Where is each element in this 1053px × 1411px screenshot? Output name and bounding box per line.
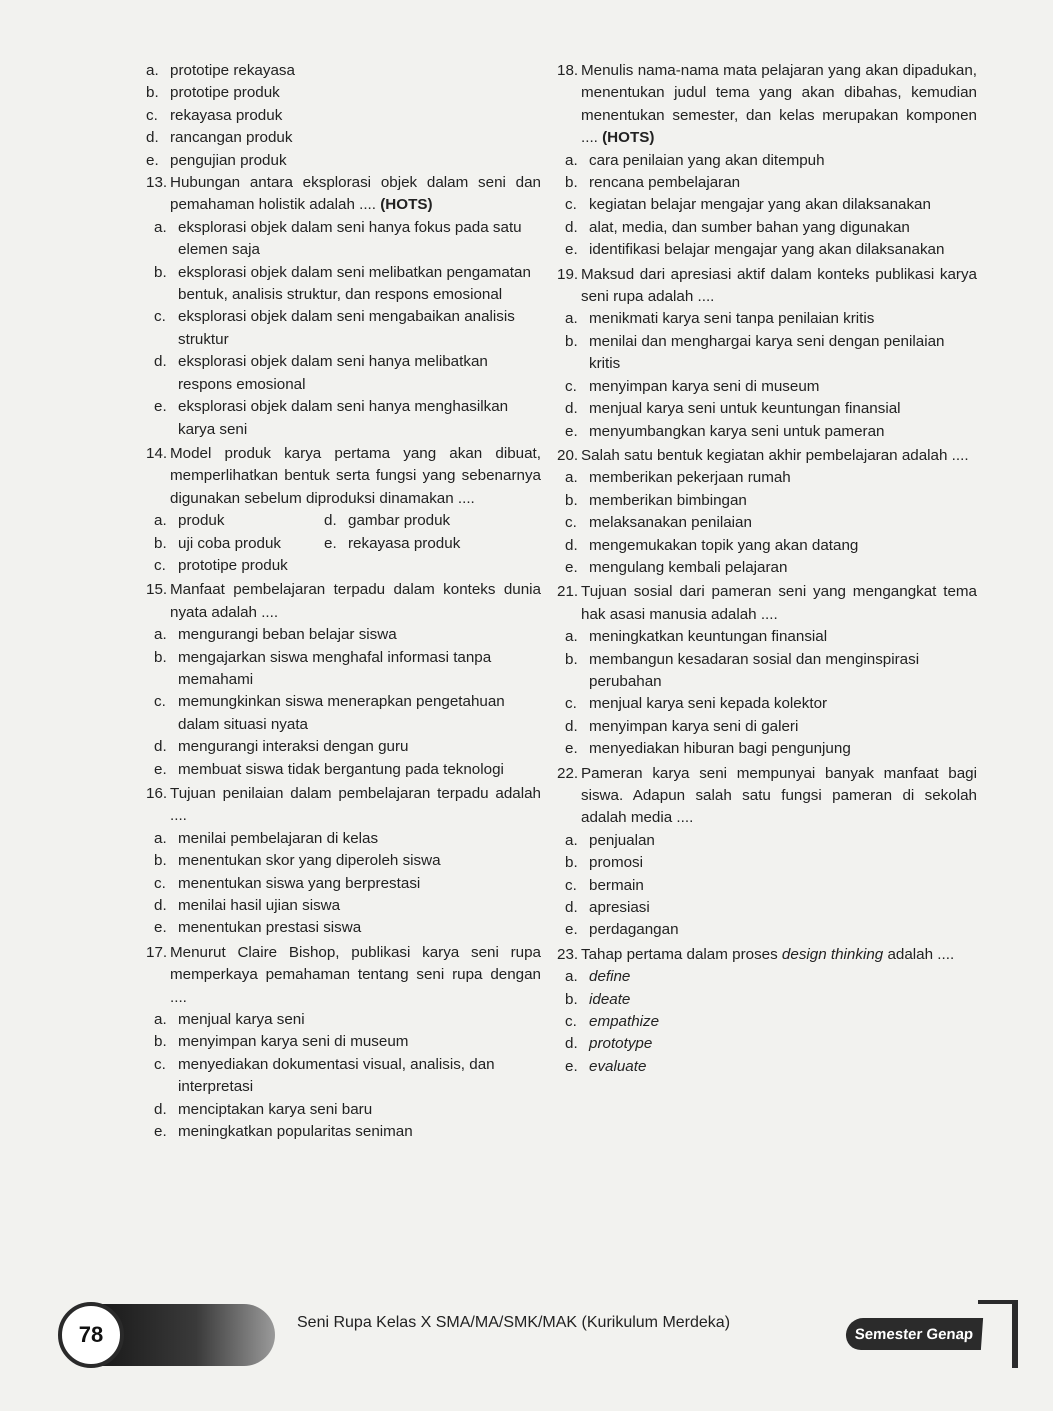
option-grid: [146, 510, 541, 577]
option: e. rekayasa produk: [324, 534, 461, 552]
option: c. menyediakan dokumentasi visual, analisis, dan interpretasi: [154, 1055, 495, 1096]
option: a. eksplorasi objek dalam seni hanya fokus pada satu elemen saja: [154, 218, 522, 259]
option: a. menjual karya seni: [154, 1011, 305, 1029]
question-16: [146, 783, 541, 940]
option: e. menentukan prestasi siswa: [154, 919, 362, 937]
option: d. mengemukakan topik yang akan datang: [565, 536, 859, 554]
question-21: [557, 581, 977, 760]
option: d. menilai hasil ujian siswa: [154, 897, 341, 915]
question-19: [557, 264, 977, 443]
option: e. evaluate: [565, 1057, 647, 1075]
option: d. mengurangi interaksi dengan guru: [154, 738, 409, 756]
question-14: [146, 443, 541, 577]
option: b. prototipe produk: [146, 84, 280, 102]
semester-bracket-decoration: [978, 1300, 1018, 1368]
question-stem: 16. Tujuan penilaian dalam pembelajaran terpadu adalah ....: [146, 785, 541, 825]
option: a. memberikan pekerjaan rumah: [565, 469, 791, 487]
option: c. eksplorasi objek dalam seni mengabaikan analisis struktur: [154, 308, 515, 348]
option: d. menciptakan karya seni baru: [154, 1100, 373, 1118]
option: b. ideate: [565, 990, 631, 1008]
option: d. prototype: [565, 1035, 653, 1053]
hots-tag: (HOTS): [380, 196, 433, 214]
hots-tag: (HOTS): [602, 129, 655, 147]
option: c. menjual karya seni kepada kolektor: [565, 695, 828, 713]
option: b. promosi: [565, 854, 644, 872]
question-22: [557, 763, 977, 942]
q12-options: [146, 60, 541, 172]
option: d. apresiasi: [565, 899, 650, 917]
option: c. kegiatan belajar mengajar yang akan dilaksanakan: [565, 196, 931, 214]
question-23: [557, 944, 977, 1078]
option: e. identifikasi belajar mengajar yang akan dilaksanakan: [565, 241, 945, 259]
option: b. rencana pembelajaran: [565, 174, 741, 192]
option: e. perdagangan: [565, 921, 679, 939]
page-number-swoosh: [100, 1304, 275, 1366]
question-stem: 14. Model produk karya pertama yang akan dibuat, memperlihatkan bentuk serta fungsi yang sebenarnya digunakan sebelum diproduksi dinamakan ....: [146, 444, 541, 507]
option: b. mengajarkan siswa menghafal informasi tanpa memahami: [154, 648, 492, 688]
option: e. meningkatkan popularitas seniman: [154, 1123, 413, 1141]
option: d. menjual karya seni untuk keuntungan finansial: [565, 400, 901, 418]
question-15: [146, 579, 541, 781]
option: c. bermain: [565, 876, 644, 894]
option: c. rekayasa produk: [146, 106, 283, 124]
question-20: [557, 445, 977, 579]
question-stem: 20. Salah satu bentuk kegiatan akhir pembelajaran adalah ....: [557, 446, 969, 464]
page-footer: [0, 1288, 1053, 1378]
question-stem: 23. Tahap pertama dalam proses design thinking adalah ....: [557, 945, 955, 963]
option: e. menyumbangkan karya seni untuk pameran: [565, 422, 885, 440]
option: b. uji coba produk: [154, 534, 282, 552]
book-title: Seni Rupa Kelas X SMA/MA/SMK/MAK (Kurikulum Merdeka): [297, 1314, 731, 1331]
option: b. memberikan bimbingan: [565, 491, 747, 509]
option: a. penjualan: [565, 831, 655, 849]
option: d. alat, media, dan sumber bahan yang digunakan: [565, 218, 910, 236]
left-column: [146, 60, 541, 1144]
option: c. melaksanakan penilaian: [565, 514, 752, 532]
option: e. membuat siswa tidak bergantung pada teknologi: [154, 760, 504, 778]
option: a. meningkatkan keuntungan finansial: [565, 628, 828, 646]
question-stem: 21. Tujuan sosial dari pameran seni yang mengangkat tema hak asasi manusia adalah ....: [557, 583, 977, 623]
option: d. rancangan produk: [146, 129, 293, 147]
option: a. produk: [154, 512, 225, 530]
question-stem: 22. Pameran karya seni mempunyai banyak manfaat bagi siswa. Adapun salah satu fungsi pameran di sekolah adalah media ....: [557, 764, 977, 827]
semester-badge: Semester Genap: [845, 1318, 983, 1350]
question-stem: 15. Manfaat pembelajaran terpadu dalam konteks dunia nyata adalah ....: [146, 581, 541, 621]
option: d. eksplorasi objek dalam seni hanya melibatkan respons emosional: [154, 353, 488, 393]
option: d. gambar produk: [324, 512, 451, 530]
option: c. prototipe produk: [154, 556, 288, 574]
option: e. mengulang kembali pelajaran: [565, 558, 788, 576]
option: e. pengujian produk: [146, 151, 287, 169]
right-column: [557, 60, 977, 1078]
option: b. menyimpan karya seni di museum: [154, 1033, 409, 1051]
option: a. prototipe rekayasa: [146, 62, 295, 79]
option: c. memungkinkan siswa menerapkan pengetahuan dalam situasi nyata: [154, 693, 505, 733]
option: a. menilai pembelajaran di kelas: [154, 829, 379, 847]
option: c. menentukan siswa yang berprestasi: [154, 874, 421, 892]
option: b. menilai dan menghargai karya seni dengan penilaian kritis: [565, 332, 945, 373]
option: c. menyimpan karya seni di museum: [565, 377, 820, 395]
question-18: [557, 60, 977, 262]
option: d. menyimpan karya seni di galeri: [565, 717, 799, 735]
option: b. membangun kesadaran sosial dan menginspirasi perubahan: [565, 650, 920, 690]
option: a. cara penilaian yang akan ditempuh: [565, 151, 825, 169]
option: c. empathize: [565, 1013, 660, 1031]
question-stem: 13. Hubungan antara eksplorasi objek dalam seni dan pemahaman holistik adalah .... (HOTS): [146, 174, 541, 214]
option: a. mengurangi beban belajar siswa: [154, 626, 397, 644]
option: b. menentukan skor yang diperoleh siswa: [154, 852, 441, 870]
option: e. eksplorasi objek dalam seni hanya menghasilkan karya seni: [154, 398, 509, 438]
question-stem: 19. Maksud dari apresiasi aktif dalam konteks publikasi karya seni rupa adalah ....: [557, 265, 977, 306]
question-13: [146, 172, 541, 441]
question-stem: 18. Menulis nama-nama mata pelajaran yang akan dipadukan, menentukan judul tema yang akan dibahas, kemudian menentukan semester, dan kelas merupakan komponen .... (HOTS): [557, 62, 977, 147]
option: b. eksplorasi objek dalam seni melibatkan pengamatan bentuk, analisis struktur, dan respons emosional: [154, 263, 531, 304]
option: e. menyediakan hiburan bagi pengunjung: [565, 740, 851, 758]
question-stem: 17. Menurut Claire Bishop, publikasi karya seni rupa memperkaya pemahaman tentang seni rupa dengan ....: [146, 943, 541, 1006]
page-number: 78: [58, 1302, 124, 1368]
option: a. menikmati karya seni tanpa penilaian kritis: [565, 310, 875, 328]
option: a. define: [565, 968, 631, 986]
question-17: [146, 942, 541, 1144]
